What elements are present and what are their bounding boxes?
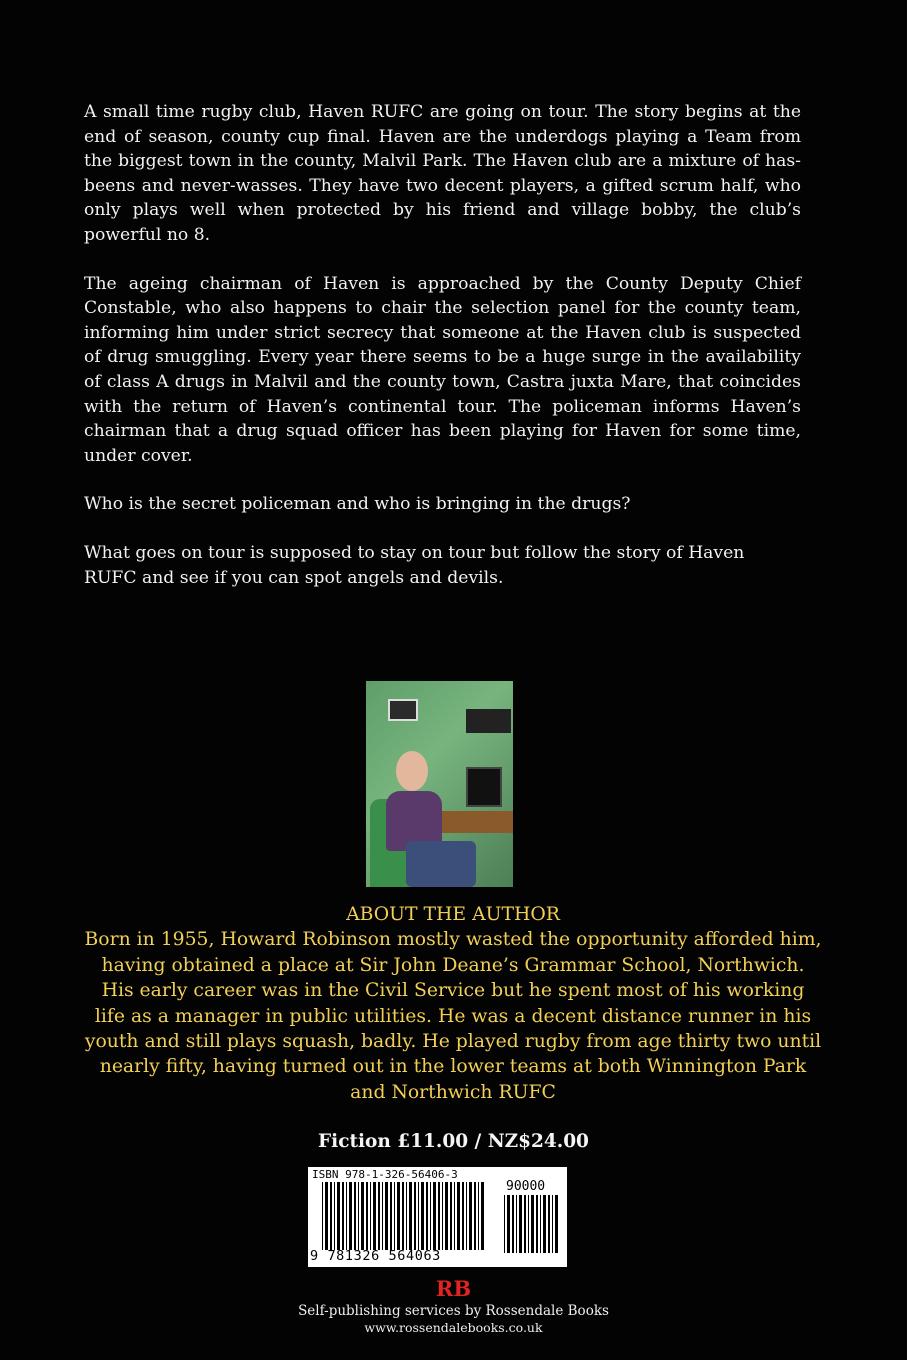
author-photo [366,681,513,887]
barcode-bar [552,1195,553,1253]
barcode-bar [536,1195,538,1253]
barcode-bar [454,1182,455,1250]
barcode-bar [445,1182,448,1250]
barcode-bar [450,1182,452,1250]
blurb [84,100,801,614]
barcode-addon-digits: 90000 [506,1179,546,1194]
barcode-bar [334,1182,335,1250]
barcode-bar [540,1195,541,1253]
barcode-bar [402,1182,404,1250]
barcode-bar [366,1182,368,1250]
barcode-bar [370,1182,371,1250]
barcode-bar [531,1195,534,1253]
barcode-bar [349,1182,352,1250]
barcode-bar [346,1182,347,1250]
barcode-bar [433,1182,436,1250]
barcode-bar [322,1182,323,1250]
publisher-url[interactable]: www.rossendalebooks.co.uk [364,1320,543,1335]
barcode-bar [426,1182,428,1250]
barcode-bar [325,1182,328,1250]
barcode-bar [555,1195,558,1253]
barcode-bar [442,1182,443,1250]
person-head [396,751,428,791]
barcode-addon-bars [504,1195,560,1253]
barcode-bar [337,1182,340,1250]
barcode-bar [373,1182,376,1250]
barcode-bars [322,1182,484,1250]
price-line: Fiction £11.00 / NZ$24.00 [318,1131,589,1152]
barcode-bar [330,1182,332,1250]
publisher-tagline: Self-publishing services by Rossendale Books [298,1303,609,1319]
about-author [84,902,822,1105]
barcode-bar [409,1182,412,1250]
barcode-bar [342,1182,344,1250]
barcode-bar [394,1182,395,1250]
barcode-bar [358,1182,359,1250]
about-author-heading: ABOUT THE AUTHOR [346,904,560,925]
barcode-bar [418,1182,419,1250]
isbn-text: ISBN 978-1-326-56406-3 [312,1168,458,1181]
barcode-bar [462,1182,464,1250]
blurb-paragraph-3: Who is the secret policeman and who is bringing in the drugs? [84,494,631,515]
barcode-bar [524,1195,526,1253]
barcode-bar [457,1182,460,1250]
barcode-bar [378,1182,380,1250]
barcode-bar [481,1182,484,1250]
barcode-bar [512,1195,514,1253]
person-legs [406,841,476,887]
computer-monitor [466,767,502,807]
barcode-bar [421,1182,424,1250]
wall-picture [388,699,418,721]
shelf [466,709,511,733]
blurb-paragraph-1: A small time rugby club, Haven RUFC are going on tour. The story begins at the end of season, county cup final. Haven are the underdogs playing a Team from the biggest town in the county, Malvil Park. The Haven club are a mixture of has-beens and never-wasses. They have two decent players, a gifted scrum half, who only plays well when protected by his friend and village bobby, the club’s powerful no 8. [84,102,801,245]
blurb-paragraph-4: What goes on tour is supposed to stay on tour but follow the story of Haven RUFC and see if you can spot angels and devils. [84,542,745,588]
barcode-bar [474,1182,476,1250]
barcode-bar [528,1195,529,1253]
barcode-bar [516,1195,517,1253]
barcode-bar [469,1182,472,1250]
barcode-bar [397,1182,400,1250]
barcode-bar [504,1195,505,1253]
barcode-bar [507,1195,510,1253]
barcode-bar [466,1182,467,1250]
barcode-bar [361,1182,364,1250]
barcode-bar [430,1182,431,1250]
barcode-bar [438,1182,440,1250]
barcode-bar [382,1182,383,1250]
blurb-paragraph-2: The ageing chairman of Haven is approached by the County Deputy Chief Constable, who also happens to chair the selection panel for the county team, informing him under strict secrecy that someone at the Haven club is suspected of drug smuggling. Every year there seems to be a huge surge in the availability of class A drugs in Malvil and the county town, Castra juxta Mare, that coincides with the return of Haven’s continental tour. The policeman informs Haven’s chairman that a drug squad officer has been playing for Haven for some time, under cover. [84,273,801,466]
barcode-bar [406,1182,407,1250]
barcode-digits: 9 781326 564063 [310,1248,441,1264]
barcode-bar [385,1182,388,1250]
barcode-bar [354,1182,356,1250]
isbn-barcode [308,1167,567,1267]
barcode-bar [478,1182,479,1250]
barcode-bar [390,1182,392,1250]
publisher-block [0,1278,907,1335]
publisher-logo: RB [435,1276,472,1301]
barcode-bar [519,1195,522,1253]
barcode-bar [543,1195,546,1253]
desk [436,811,513,833]
author-bio: Born in 1955, Howard Robinson mostly wasted the opportunity afforded him, having obtained a place at Sir John Deane’s Grammar School, Northwich. His early career was in the Civil Service but he spent most of his working life as a manager in public utilities. He was a decent distance runner in his youth and still plays squash, badly. He played rugby from age thirty two until nearly fifty, having turned out in the lower teams at both Winnington Park and Northwich RUFC [84,929,822,1103]
barcode-bar [414,1182,416,1250]
barcode-bar [548,1195,550,1253]
